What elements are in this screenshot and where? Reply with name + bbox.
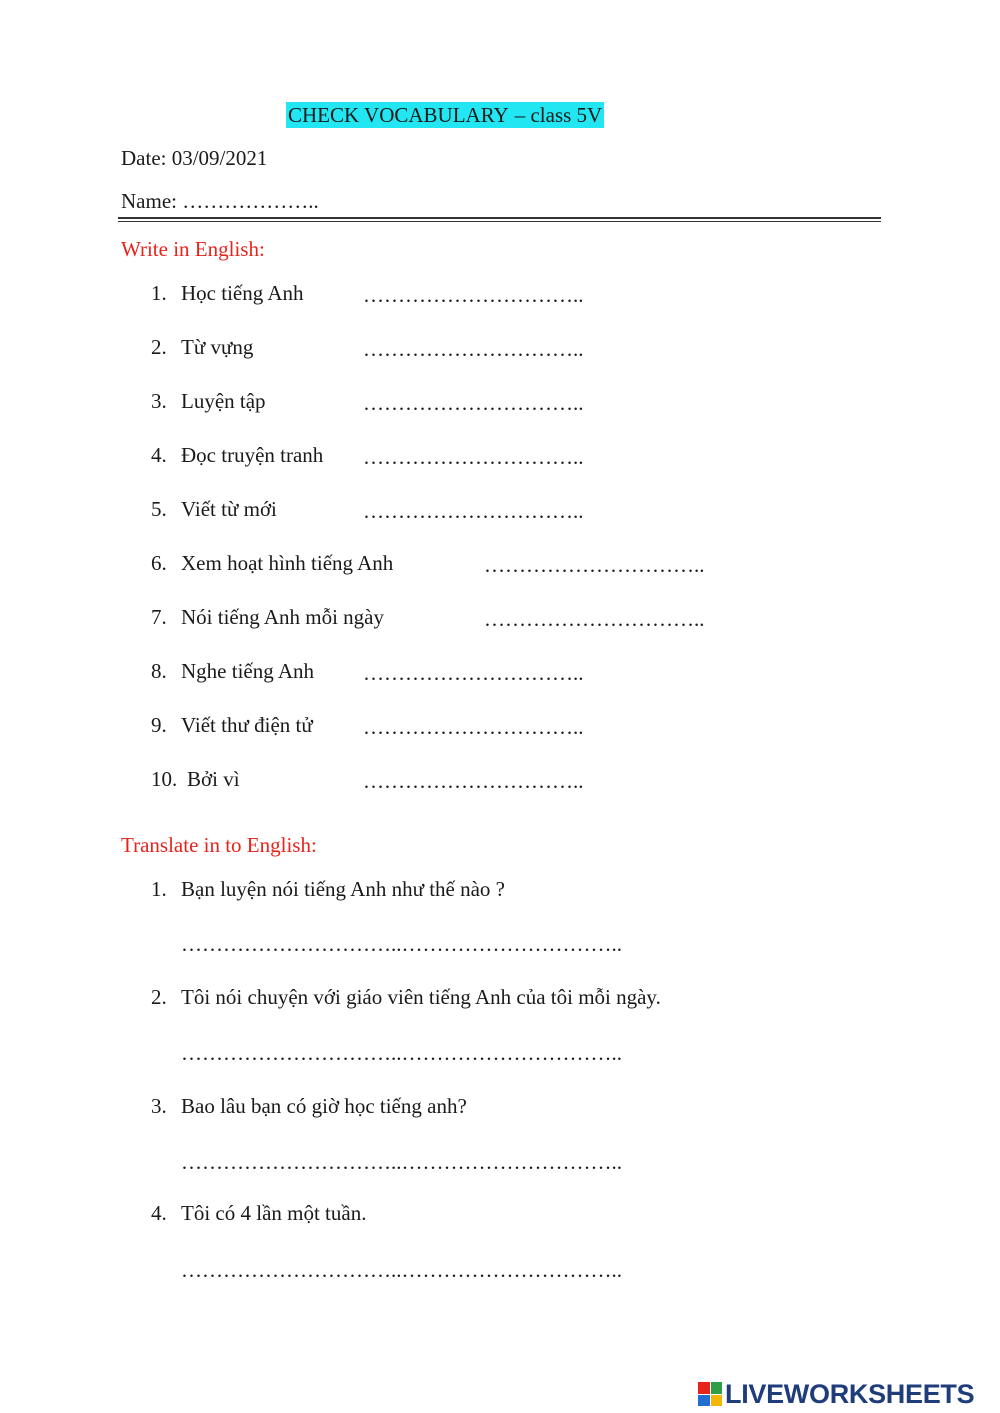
page-title (286, 102, 604, 128)
logo-square-icon (698, 1395, 710, 1407)
item-number: 6. (151, 551, 167, 575)
logo-square-icon (698, 1382, 710, 1394)
logo-text: LIVEWORKSHEETS (725, 1378, 975, 1409)
logo-square-icon (711, 1382, 723, 1394)
item-text: Đọc truyện tranh (181, 443, 324, 467)
item-text: Nghe tiếng Anh (181, 659, 314, 683)
item-text: Bởi vì (187, 767, 240, 791)
item-number: 4. (151, 1201, 167, 1225)
item-number: 4. (151, 443, 167, 467)
title-text: CHECK VOCABULARY (288, 103, 509, 127)
section-heading-write: Write in English: (121, 237, 265, 261)
item-number: 1. (151, 877, 167, 901)
answer-blank[interactable]: ………………………….. (363, 337, 584, 361)
item-text: Bao lâu bạn có giờ học tiếng anh? (181, 1094, 467, 1118)
date-line: Date: 03/09/2021 (121, 146, 268, 170)
title-class: – class 5V (514, 103, 603, 127)
answer-blank[interactable]: …………………………..………………………….. (181, 1041, 622, 1065)
item-number: 1. (151, 281, 167, 305)
item-text: Học tiếng Anh (181, 281, 304, 305)
answer-blank[interactable]: ………………………….. (484, 553, 705, 577)
item-number: 3. (151, 1094, 167, 1118)
item-text: Tôi có 4 lần một tuần. (181, 1201, 367, 1225)
answer-blank[interactable]: ………………………….. (363, 391, 584, 415)
item-text: Tôi nói chuyện với giáo viên tiếng Anh của tôi mỗi ngày. (181, 985, 661, 1009)
item-text: Nói tiếng Anh mỗi ngày (181, 605, 384, 629)
logo-square-icon (711, 1395, 723, 1407)
item-number: 3. (151, 389, 167, 413)
answer-blank[interactable]: ………………………….. (363, 283, 584, 307)
item-number: 10. (151, 767, 178, 791)
item-text: Từ vựng (181, 335, 254, 359)
answer-blank[interactable]: ………………………….. (363, 715, 584, 739)
answer-blank[interactable]: ………………………….. (363, 499, 584, 523)
item-number: 9. (151, 713, 167, 737)
answer-blank[interactable]: ………………………….. (363, 661, 584, 685)
section-heading-translate: Translate in to English: (121, 833, 317, 857)
name-line: Name: ……………….. (121, 189, 319, 213)
answer-blank[interactable]: ………………………….. (363, 769, 584, 793)
item-text: Viết từ mới (181, 497, 277, 521)
answer-blank[interactable]: ………………………….. (363, 445, 584, 469)
item-text: Luyện tập (181, 389, 266, 413)
liveworksheets-logo (698, 1378, 974, 1410)
logo-mark-icon (698, 1382, 722, 1406)
divider (118, 221, 881, 222)
answer-blank[interactable]: …………………………..………………………….. (181, 1258, 622, 1282)
item-text: Xem hoạt hình tiếng Anh (181, 551, 394, 575)
answer-blank[interactable]: …………………………..………………………….. (181, 932, 622, 956)
answer-blank[interactable]: …………………………..………………………….. (181, 1150, 622, 1174)
answer-blank[interactable]: ………………………….. (484, 607, 705, 631)
item-number: 2. (151, 335, 167, 359)
item-number: 2. (151, 985, 167, 1009)
item-text: Viết thư điện tử (181, 713, 313, 737)
divider (118, 217, 881, 219)
item-number: 5. (151, 497, 167, 521)
item-text: Bạn luyện nói tiếng Anh như thế nào ? (181, 877, 505, 901)
item-number: 7. (151, 605, 167, 629)
item-number: 8. (151, 659, 167, 683)
